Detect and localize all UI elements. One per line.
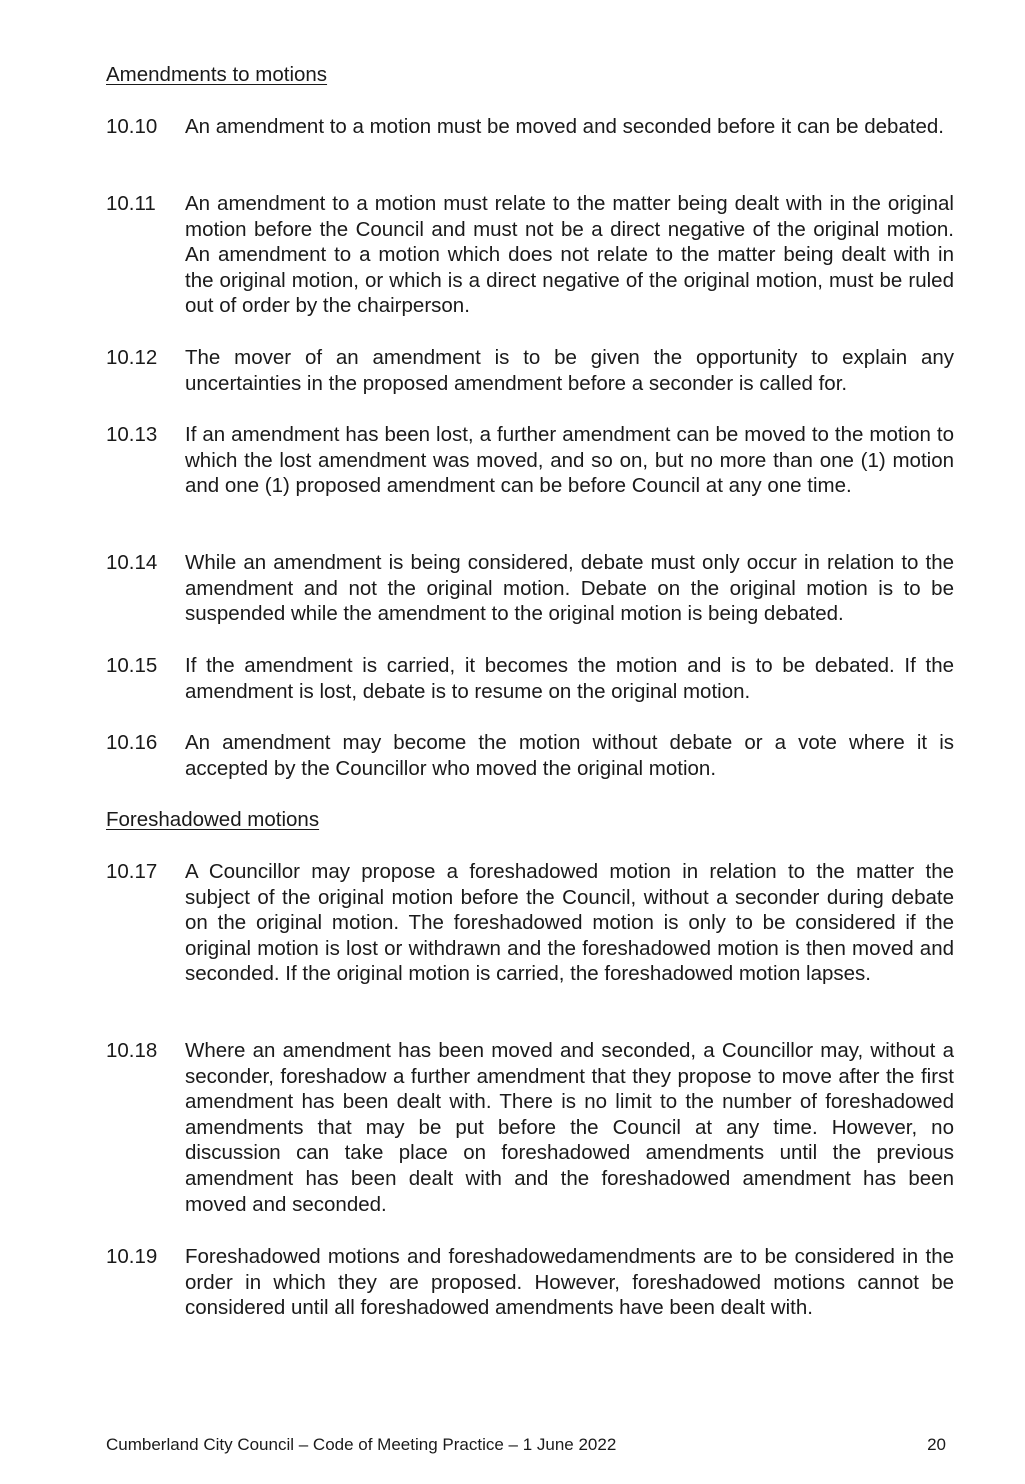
clause-10-13 <box>106 422 954 499</box>
clause-text: Where an amendment has been moved and seconded, a Councillor may, without a seconder, foreshadow a further amendment that they propose to move after the first amendment has been dealt with. There is no limit to the number of foreshadowed amendments that may be put before the Council at any time. However, no discussion can take place on foreshadowed amendments until the previous amendment has been dealt with and the foreshadowed amendment has been moved and seconded. <box>185 1039 954 1216</box>
clause-number: 10.14 <box>106 551 158 574</box>
clause-number: 10.13 <box>106 423 158 446</box>
clause-number: 10.12 <box>106 346 158 369</box>
clause-10-14 <box>106 550 954 627</box>
clause-text: An amendment to a motion must be moved and seconded before it can be debated. <box>185 115 944 138</box>
clause-10-15 <box>106 653 954 704</box>
section-heading-foreshadowed: Foreshadowed motions <box>106 808 320 831</box>
page-number: 20 <box>927 1435 946 1454</box>
clause-number: 10.11 <box>106 192 156 215</box>
clause-number: 10.19 <box>106 1245 158 1268</box>
clause-10-18 <box>106 1038 954 1217</box>
clause-text: A Councillor may propose a foreshadowed motion in relation to the matter the subject of the original motion before the Council, without a seconder during debate on the original motion. The foreshadowed motion is only to be considered if the original motion is lost or withdrawn and the foreshadowed motion is then moved and seconded. If the original motion is carried, the foreshadowed motion lapses. <box>185 860 954 986</box>
clause-10-19 <box>106 1244 954 1321</box>
clause-text: An amendment may become the motion without debate or a vote where it is accepted by the Councillor who moved the original motion. <box>185 731 954 780</box>
page-footer <box>106 1434 946 1456</box>
clause-number: 10.16 <box>106 731 158 754</box>
clause-10-12 <box>106 345 954 396</box>
clause-10-11 <box>106 191 954 319</box>
clause-number: 10.15 <box>106 654 158 677</box>
clause-10-10 <box>106 114 954 140</box>
clause-10-17 <box>106 859 954 987</box>
clause-number: 10.10 <box>106 115 158 138</box>
clause-text: If the amendment is carried, it becomes the motion and is to be debated. If the amendment is lost, debate is to resume on the original motion. <box>185 654 954 703</box>
clause-text: An amendment to a motion must relate to the matter being dealt with in the original motion before the Council and must not be a direct negative of the original motion. An amendment to a motion which does not relate to the matter being dealt with in the original motion, or which is a direct negative of the original motion, must be ruled out of order by the chairperson. <box>185 192 954 318</box>
clause-number: 10.18 <box>106 1039 158 1062</box>
clause-text: If an amendment has been lost, a further amendment can be moved to the motion to which the lost amendment was moved, and so on, but no more than one (1) motion and one (1) proposed amendment can be before Council at any one time. <box>185 423 954 498</box>
clause-text: The mover of an amendment is to be given the opportunity to explain any uncertainties in the proposed amendment before a seconder is called for. <box>185 346 954 395</box>
footer-document-title: Cumberland City Council – Code of Meeting Practice – 1 June 2022 <box>106 1435 617 1454</box>
section-heading-amendments: Amendments to motions <box>106 63 328 86</box>
clause-text: While an amendment is being considered, debate must only occur in relation to the amendment and not the original motion. Debate on the original motion is to be suspended while the amendment to the original motion is being debated. <box>185 551 954 626</box>
clause-text: Foreshadowed motions and foreshadowedamendments are to be considered in the order in which they are proposed. However, foreshadowed motions cannot be considered until all foreshadowed amendments have been dealt with. <box>185 1245 954 1320</box>
clause-number: 10.17 <box>106 860 158 883</box>
clause-10-16 <box>106 730 954 781</box>
